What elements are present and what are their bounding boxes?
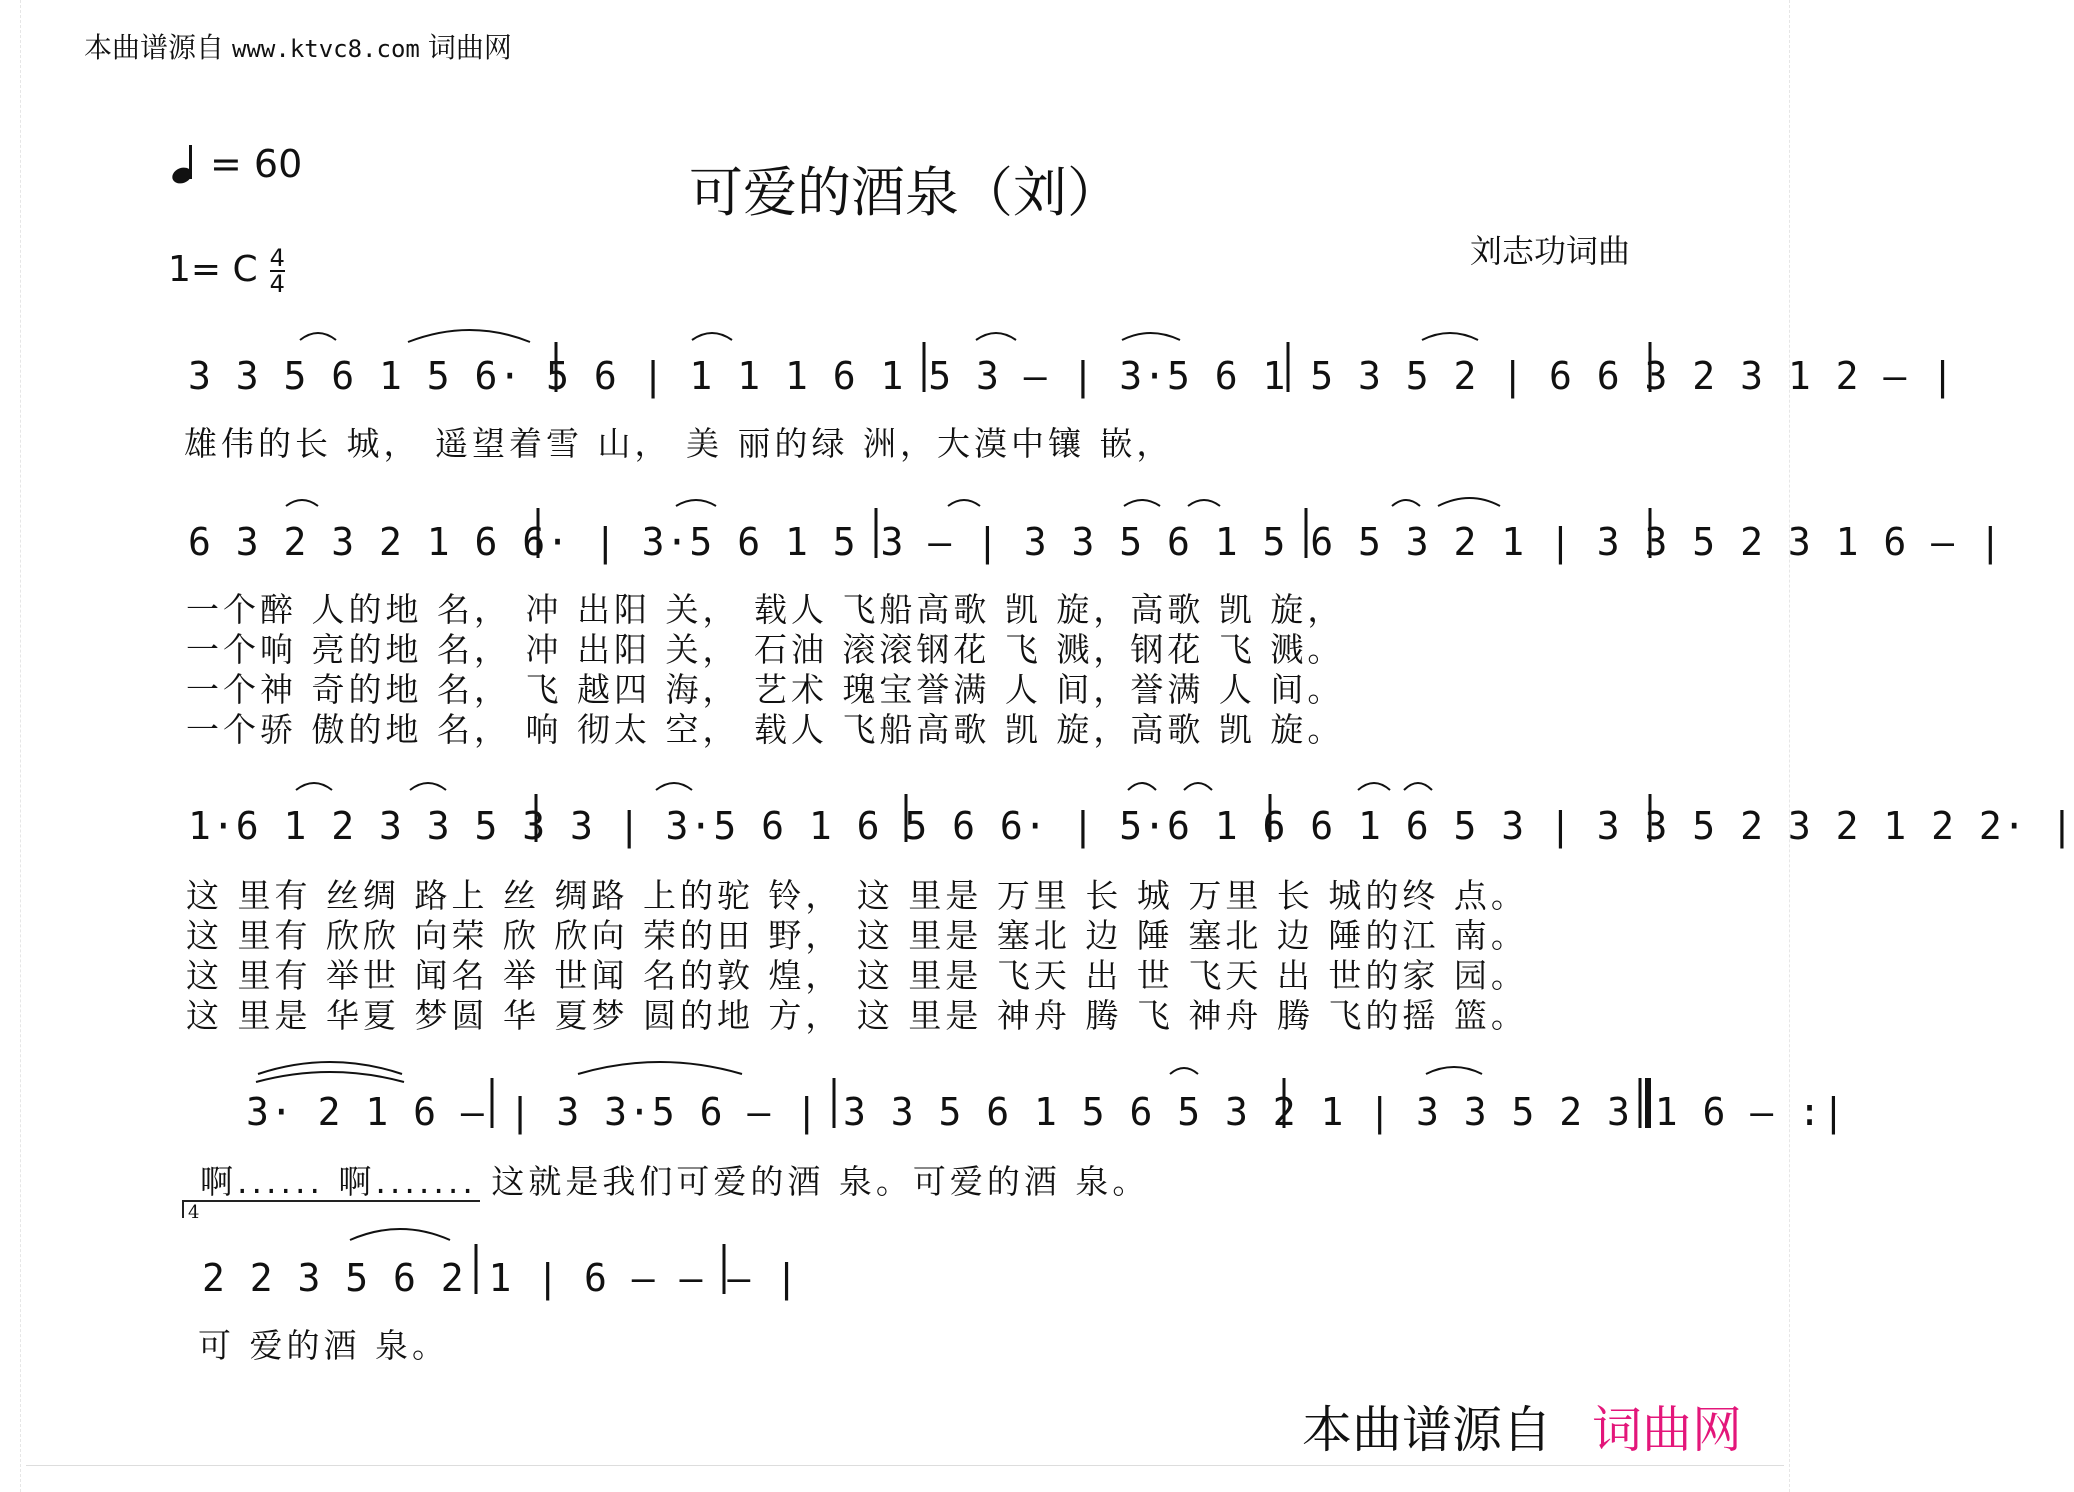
time-bottom: 4 <box>269 270 285 298</box>
slur-mark <box>656 783 692 790</box>
music-notes-row: 2 2 3 5 6 2 1 | 6 — — — | <box>202 1256 799 1300</box>
slur-mark <box>408 330 530 342</box>
slur-mark <box>1122 333 1180 340</box>
lyric-line: 可 爱的酒 泉。 <box>198 1326 449 1365</box>
slur-mark <box>1392 500 1420 506</box>
lyric-line: 这 里有 举世 闻名 举 世闻 名的敦 煌， 这 里是 飞天 出 世 飞天 出 世的家 园。 <box>186 956 1528 995</box>
music-notes-row: 1·6 1 2 3 3 5 3 3 | 3·5 6 1 6 5 6 6· | 5·6 1 6 6 1 6 5 3 | 3 3 5 2 3 2 1 2 2· | <box>188 804 2074 848</box>
slur-mark <box>1184 783 1212 790</box>
music-notes-row: 6 3 2 3 2 1 6 6· | 3·5 6 1 5 3 — | 3 3 5 6 1 5 6 5 3 2 1 | 3 3 5 2 3 1 6 — | <box>188 520 2003 564</box>
slur-mark <box>1422 333 1478 340</box>
lyric-line: 一个神 奇的地 名， 飞 越四 海， 艺术 瑰宝誉满 人 间，誉满 人 间。 <box>186 670 1345 709</box>
lyric-line: 这 里有 欣欣 向荣 欣 欣向 荣的田 野， 这 里是 塞北 边 陲 塞北 边 陲的江 南。 <box>186 916 1528 955</box>
footer-prefix: 本曲谱源自 <box>1302 1401 1552 1459</box>
slur-mark <box>1438 498 1500 506</box>
key-tonic: 1= C <box>168 249 258 290</box>
lyric-line: 一个骄 傲的地 名， 响 彻太 空， 载人 飞船高歌 凯 旋，高歌 凯 旋。 <box>186 710 1345 749</box>
music-notes-row: 3 3 5 6 1 5 6· 5 6 | 1 1 1 6 1 5 3 — | 3·5 6 1 5 3 5 2 | 6 6 3 2 3 1 2 — | <box>188 354 1955 398</box>
slur-mark <box>410 783 446 790</box>
slur-mark <box>692 333 732 340</box>
slur-mark <box>976 333 1016 340</box>
slur-mark <box>300 333 336 340</box>
slur-mark <box>1128 783 1156 790</box>
lyric-line: 这 里有 丝绸 路上 丝 绸路 上的驼 铃， 这 里是 万里 长 城 万里 长 城的终 点。 <box>186 876 1528 915</box>
slur-mark <box>1404 783 1432 790</box>
page-bottom-divider <box>26 1465 1784 1466</box>
music-notes-row: 3· 2 1 6 — | 3 3·5 6 — | 3 3 5 6 1 5 6 5 3 2 1 | 3 3 5 2 3 1 6 — :| <box>246 1090 1846 1134</box>
source-url[interactable]: www.ktvc8.com <box>232 35 420 63</box>
source-footer <box>1302 1390 1742 1462</box>
page-title: 可爱的酒泉（刘） <box>689 161 1121 224</box>
source-site: 词曲网 <box>427 31 512 64</box>
slur-mark <box>1124 500 1160 506</box>
slur-mark <box>948 500 980 506</box>
lyric-line: 雄伟的长 城， 遥望着雪 山， 美 丽的绿 洲，大漠中镶 嵌， <box>184 424 1174 463</box>
slur-mark <box>1188 500 1220 506</box>
footer-site[interactable]: 词曲网 <box>1592 1401 1742 1459</box>
source-prefix: 本曲谱源自 <box>84 31 225 64</box>
slur-mark <box>676 500 716 506</box>
time-top: 4 <box>269 244 285 272</box>
lyric-line: 一个响 亮的地 名， 冲 出阳 关， 石油 滚滚钢花 飞 溅，钢花 飞 溅。 <box>186 630 1345 669</box>
tie-mark <box>256 1072 404 1082</box>
lyric-line: 这 里是 华夏 梦圆 华 夏梦 圆的地 方， 这 里是 神舟 腾 飞 神舟 腾 飞的摇 篮。 <box>186 996 1528 1035</box>
slur-mark <box>296 783 332 790</box>
slur-mark <box>1426 1067 1482 1074</box>
slur-mark <box>286 500 318 506</box>
lyric-line: 一个醉 人的地 名， 冲 出阳 关， 载人 飞船高歌 凯 旋，高歌 凯 旋， <box>186 590 1345 629</box>
slur-mark <box>1170 1068 1198 1074</box>
slur-mark <box>1358 783 1390 790</box>
author-credit: 刘志功词曲 <box>1470 232 1631 270</box>
volta-number: 4 <box>188 1202 200 1223</box>
tie-mark <box>578 1062 742 1074</box>
lyric-line: 啊...... 啊....... 这就是我们可爱的酒 泉。可爱的酒 泉。 <box>200 1162 1150 1201</box>
tempo-value: = 60 <box>210 142 303 186</box>
slur-mark <box>350 1229 450 1240</box>
